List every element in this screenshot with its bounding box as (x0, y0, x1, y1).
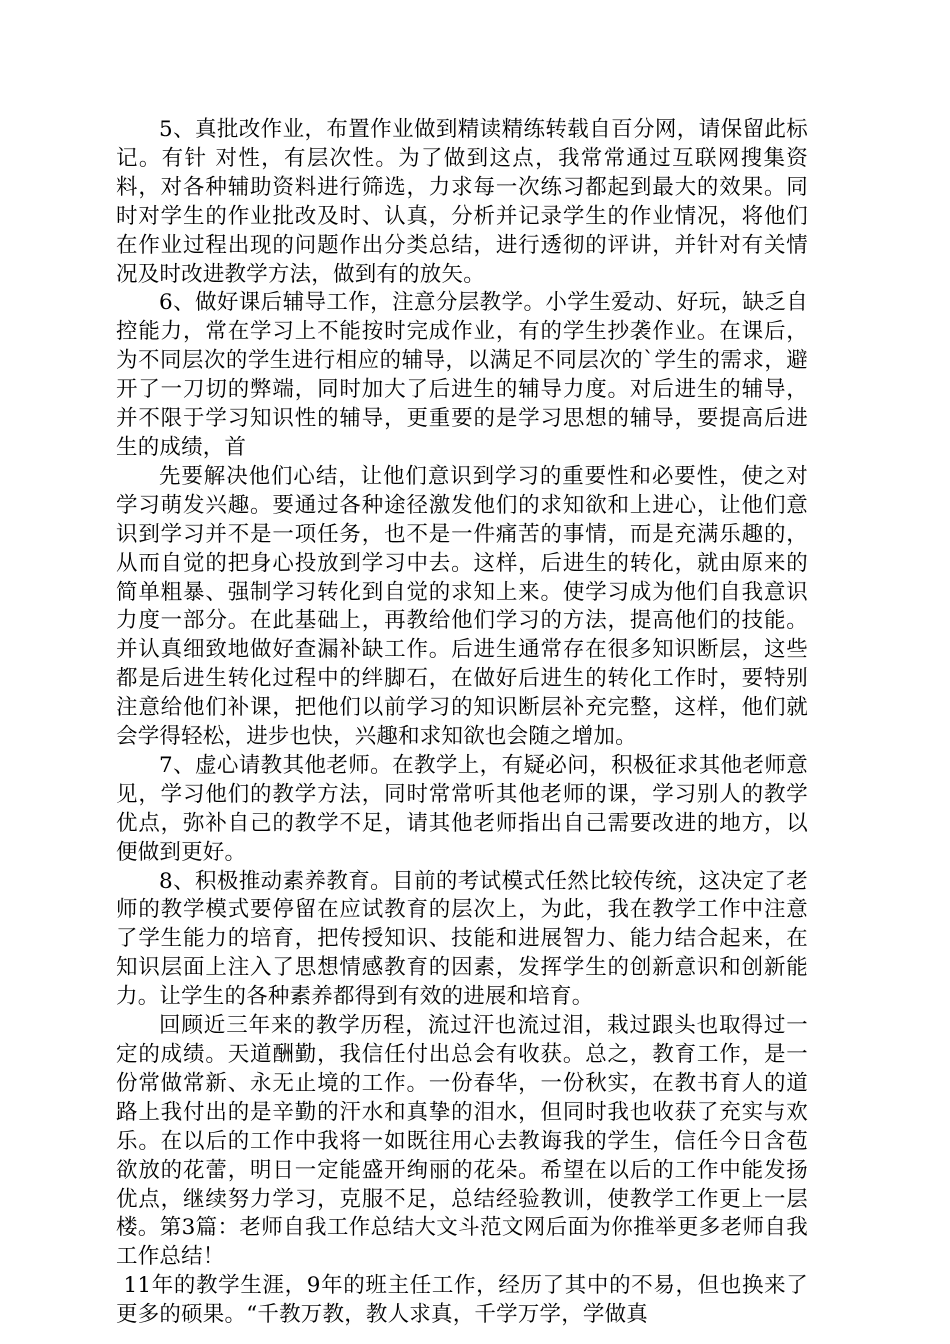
paragraph-struggling-students: 先要解决他们心结，让他们意识到学习的重要性和必要性，使之对学习萌发兴趣。要通过各种途径激发他们的求知欲和上进心，让他们意识到学习并不是一项任务，也不是一件痛苦的事情，而是充满乐趣的，从而自觉的把身心投放到学习中去。这样，后进生的转化，就由原来的简单粗暴、强制学习转化到自觉的求知上来。使学习成为他们自我意识力度一部分。在此基础上，再教给他们学习的方法，提高他们的技能。并认真细致地做好查漏补缺工作。后进生通常存在很多知识断层，这些都是后进生转化过程中的绊脚石，在做好后进生的转化工作时，要特别注意给他们补课，把他们以前学习的知识断层补充完整，这样，他们就会学得轻松，进步也快，兴趣和求知欲也会随之增加。 (116, 463, 808, 750)
paragraph-homework-correction: 5、真批改作业，布置作业做到精读精练转载自百分网，请保留此标记。有针 对性，有层次性。为了做到这点，我常常通过互联网搜集资料，对各种辅助资料进行筛选，力求每一次练习都起到最大的效果。同时对学生的作业批改及时、认真，分析并记录学生的作业情况，将他们在作业过程出现的问题作出分类总结，进行透彻的评讲，并针对有关情况及时改进教学方法，做到有的放矢。 (116, 117, 808, 287)
paragraph-after-class-tutoring: 6、做好课后辅导工作，注意分层教学。小学生爱动、好玩，缺乏自控能力，常在学习上不能按时完成作业，有的学生抄袭作业。在课后，为不同层次的学生进行相应的辅导，以满足不同层次的`学生的需求，避开了一刀切的弊端，同时加大了后进生的辅导力度。对后进生的辅导，并不限于学习知识性的辅导，更重要的是学习思想的辅导，要提高后进生的成绩，首 (116, 290, 808, 460)
document-page (116, 116, 808, 1330)
paragraph-learn-from-teachers: 7、虚心请教其他老师。在教学上，有疑必问，积极征求其他老师意见，学习他们的教学方法，同时常常听其他老师的课，学习别人的教学优点，弥补自己的教学不足，请其他老师指出自己需要改进的地方，以便做到更好。 (116, 752, 808, 865)
paragraph-quality-education: 8、积极推动素养教育。目前的考试模式任然比较传统，这决定了老师的教学模式要停留在应试教育的层次上，为此，我在教学工作中注意了学生能力的培育，把传授知识、技能和进展智力、能力结合起来，在知识层面上注入了思想情感教育的因素，发挥学生的创新意识和创新能力。让学生的各种素养都得到有效的进展和培育。 (116, 868, 808, 1010)
paragraph-teaching-career: 11年的教学生涯，9年的班主任工作，经历了其中的不易，但也换来了更多的硕果。“千教万教，教人求真，千学万学，学做真 (116, 1273, 808, 1328)
paragraph-review: 回顾近三年来的教学历程，流过汗也流过泪，栽过跟头也取得过一定的成绩。天道酬勤，我信任付出总会有收获。总之，教育工作，是一份常做常新、永无止境的工作。一份春华，一份秋实，在教书育人的道路上我付出的是辛勤的汗水和真挚的泪水，但同时我也收获了充实与欢乐。在以后的工作中我将一如既往用心去教诲我的学生，信任今日含苞欲放的花蕾，明日一定能盛开绚丽的花朵。希望在以后的工作中能发扬优点，继续努力学习，克服不足，总结经验教训，使教学工作更上一层楼。第3篇：老师自我工作总结大文斗范文网后面为你推举更多老师自我工作总结！ (116, 1013, 808, 1270)
